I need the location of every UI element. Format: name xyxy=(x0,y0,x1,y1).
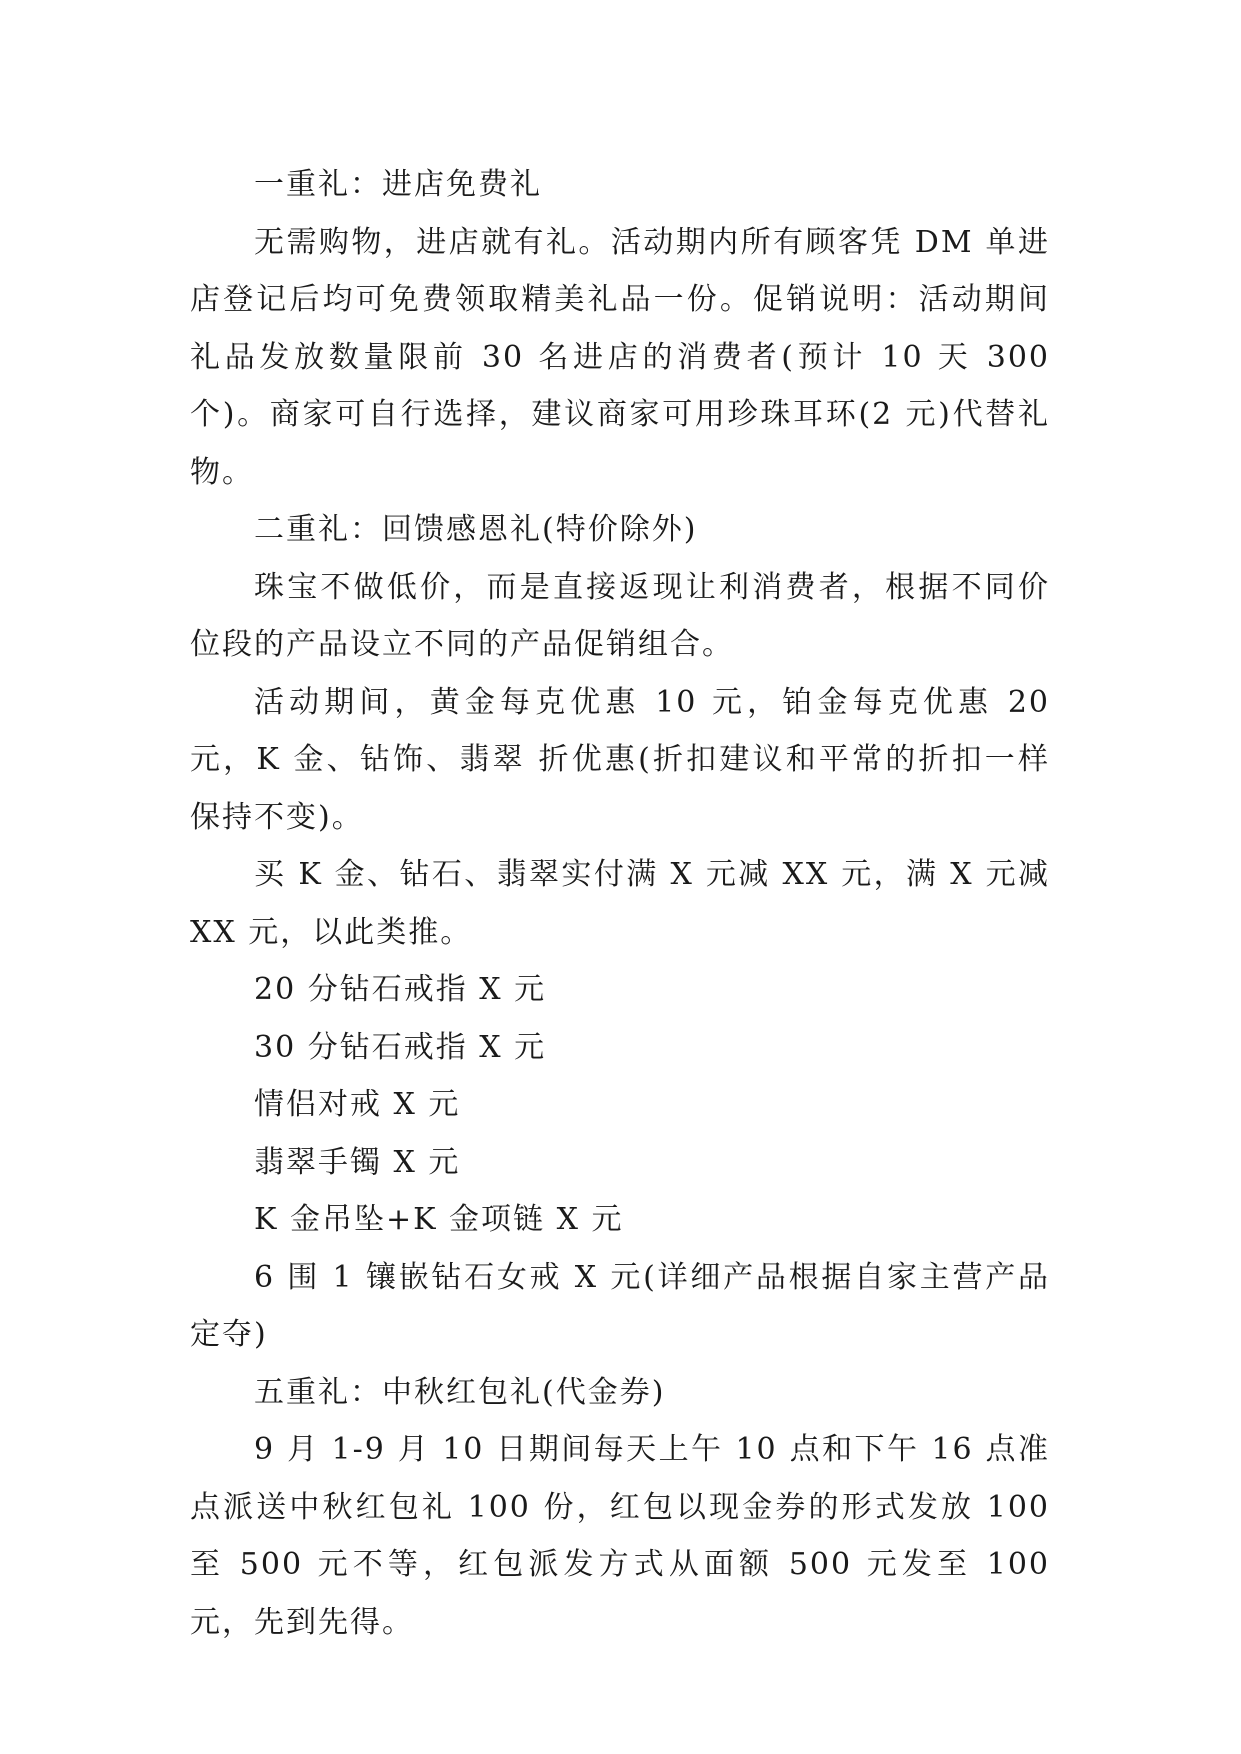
paragraph-fifth-gift-details: 9 月 1-9 月 10 日期间每天上午 10 点和下午 16 点准点派送中秋红包礼 100 份，红包以现金券的形式发放 100 至 500 元不等，红包派发方式从面额 500 元发至 100 元，先到先得。 xyxy=(190,1432,1050,1640)
paragraph-spend-reduction: 买 K 金、钻石、翡翠实付满 X 元减 XX 元，满 X 元减 XX 元，以此类推。 xyxy=(190,857,1050,950)
list-item-couple-rings: 情侣对戒 X 元 xyxy=(254,1087,461,1122)
paragraph-discount-details: 活动期间，黄金每克优惠 10 元，铂金每克优惠 20 元，K 金、钻饰、翡翠 折优惠(折扣建议和平常的折扣一样保持不变)。 xyxy=(190,684,1050,835)
paragraph-second-gift-intro: 珠宝不做低价，而是直接返现让利消费者，根据不同价位段的产品设立不同的产品促销组合。 xyxy=(190,569,1050,662)
heading-first-gift: 一重礼：进店免费礼 xyxy=(254,167,542,202)
heading-second-gift: 二重礼：回馈感恩礼(特价除外) xyxy=(254,512,698,547)
list-item-20pt-ring: 20 分钻石戒指 X 元 xyxy=(254,972,547,1007)
list-item-30pt-ring: 30 分钻石戒指 X 元 xyxy=(254,1029,547,1065)
paragraph-first-gift-details: 无需购物，进店就有礼。活动期内所有顾客凭 DM 单进店登记后均可免费领取精美礼品一份。促销说明：活动期间礼品发放数量限前 30 名进店的消费者(预计 10 天 300 个)。商家可自行选择，建议商家可用珍珠耳环(2 元)代替礼物。 xyxy=(190,224,1050,490)
list-item-jade-bracelet: 翡翠手镯 X 元 xyxy=(254,1144,461,1180)
document-body xyxy=(190,156,1050,1651)
list-item-pendant-necklace: K 金吊坠+K 金项链 X 元 xyxy=(254,1202,624,1237)
heading-fifth-gift: 五重礼：中秋红包礼(代金券) xyxy=(254,1374,666,1410)
list-item-inlaid-ring: 6 围 1 镶嵌钻石女戒 X 元(详细产品根据自家主营产品定夺) xyxy=(190,1259,1050,1352)
